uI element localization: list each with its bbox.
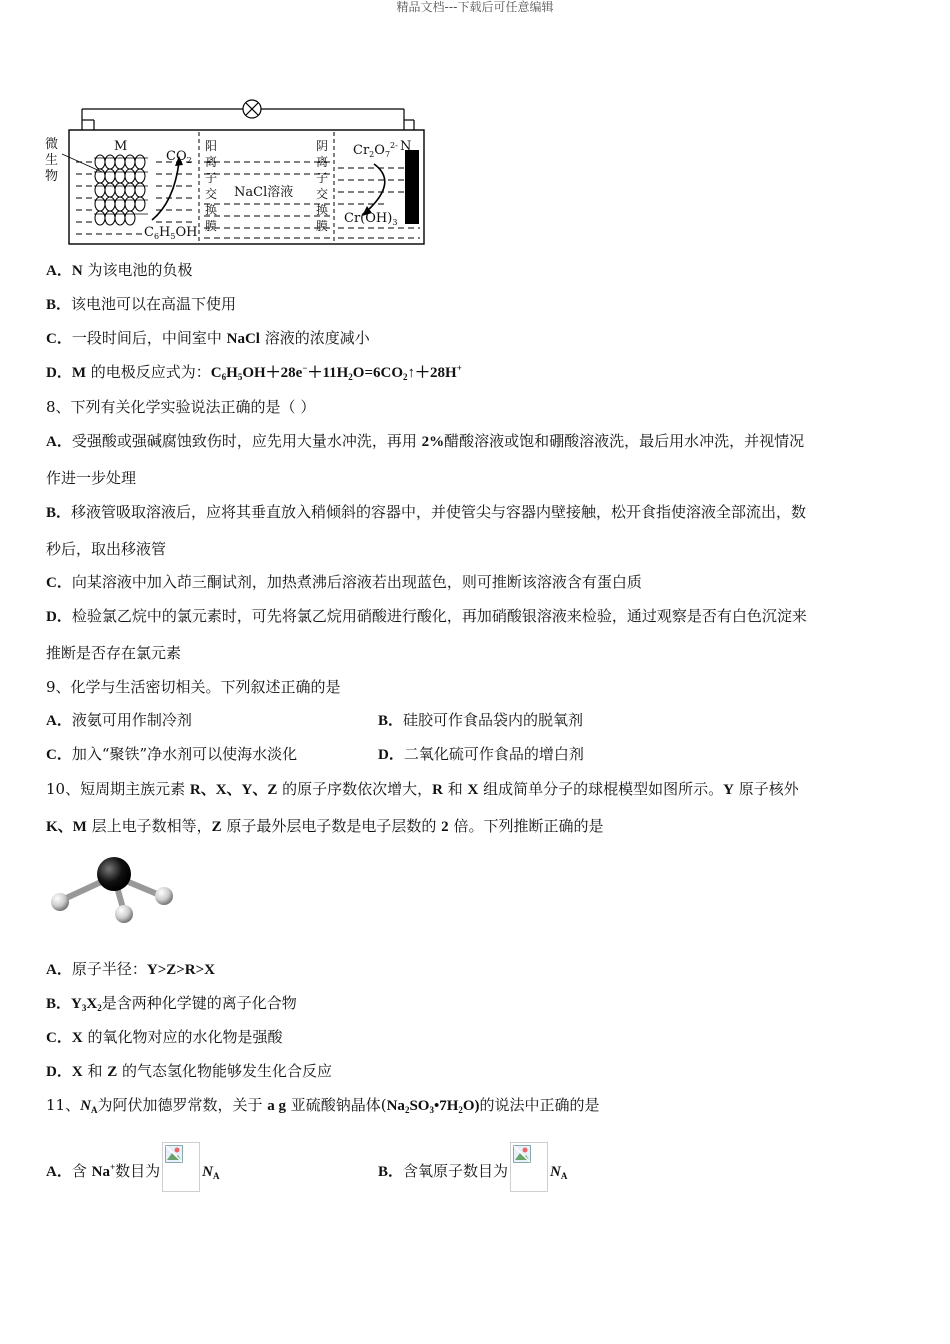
hydrogen-atom: [155, 887, 173, 905]
anion-membrane-char: 离: [316, 155, 329, 169]
cation-membrane-char: 换: [205, 203, 218, 217]
hydrogen-atom: [115, 905, 133, 923]
q11-option-a: A．含 Na+数目为 $N_A$: [46, 1162, 219, 1180]
co2-label: $CO_2$: [166, 149, 192, 165]
cation-membrane-char: 交: [205, 187, 218, 201]
q11-option-b: B．含氧原子数目为 $N_A$: [378, 1142, 567, 1194]
nacl-label: NaCl溶液: [234, 185, 294, 200]
ball-stick-model: [46, 850, 176, 930]
q10-option-c: C．X 的氧化物对应的水化物是强酸: [46, 1028, 283, 1046]
broken-image-icon: [510, 1142, 548, 1192]
anion-membrane-char: 换: [316, 203, 329, 217]
q9-option-a: A．液氨可用作制冷剂: [46, 711, 192, 729]
cation-membrane-char: 子: [205, 171, 218, 185]
cation-membrane-char: 膜: [205, 219, 218, 233]
anion-membrane-char: 阴: [316, 139, 329, 153]
n-label: N: [400, 139, 412, 154]
q10-option-d: D．X 和 Z 的气态氢化物能够发生化合反应: [46, 1062, 333, 1080]
croh3-label: $Cr(OH)_3$: [344, 211, 398, 227]
anion-membrane-char: 膜: [316, 219, 329, 233]
phenol-label: $C_6H_5OH$: [144, 225, 198, 241]
q7-option-d: D．M 的电极反应式为：$C_6H_5OH+28e^-+11H_2O=6CO_2↑+28H^+$: [46, 363, 462, 382]
q8-option-b: B．移液管吸取溶液后，应将其垂直放入稍倾斜的容器中，并使管尖与容器内壁接触，松开食指使溶液全部流出，数: [46, 503, 807, 521]
q10-option-b: B．$Y_3X_2$是含两种化学键的离子化合物: [46, 994, 297, 1013]
anion-membrane-char: 交: [316, 187, 329, 201]
q9-option-d: D．二氧化硫可作食品的增白剂: [378, 745, 584, 763]
q9-stem: 9、化学与生活密切相关。下列叙述正确的是: [46, 678, 341, 696]
microbe-label-2: 生: [45, 153, 59, 168]
electrode-n: [405, 150, 419, 224]
hydrogen-atom: [51, 893, 69, 911]
cation-membrane-char: 阳: [205, 139, 218, 153]
q8-option-b-cont: 秒后，取出移液管: [46, 540, 167, 558]
q10-stem-line2: K、M 层上电子数相等，Z 原子最外层电子数是电子层数的 2 倍。下列推断正确的是: [46, 817, 604, 835]
q7-option-c: C．一段时间后，中间室中 NaCl 溶液的浓度减小: [46, 329, 370, 347]
lamp-icon: [243, 100, 261, 118]
q9-row-1: [46, 710, 910, 731]
q11-stem: 11、$N_A$为阿伏加德罗常数，关于 a g 亚硫酸钠晶体$(Na_2SO_3•7H_2O)$的说法中正确的是: [46, 1096, 600, 1115]
q11-options-row: [46, 1142, 910, 1190]
m-label: M: [114, 139, 128, 154]
q8-option-d-cont: 推断是否存在氯元素: [46, 644, 182, 662]
central-atom: [97, 857, 131, 891]
q8-option-c: C．向某溶液中加入茚三酮试剂，加热煮沸后溶液若出现蓝色，则可推断该溶液含有蛋白质: [46, 573, 642, 591]
electrode-m: [92, 154, 154, 232]
q9-row-2: [46, 744, 910, 765]
q10-option-a: A．原子半径：Y>Z>R>X: [46, 960, 216, 978]
cell-diagram: [44, 92, 434, 252]
broken-image-icon: [162, 1142, 200, 1192]
q8-option-d: D．检验氯乙烷中的氯元素时，可先将氯乙烷用硝酸进行酸化，再加硝酸银溶液来检验，通过观察是否有白色沉淀来: [46, 607, 807, 625]
microbe-label-3: 物: [45, 169, 59, 184]
q9-option-b: B．硅胶可作食品袋内的脱氧剂: [378, 711, 584, 729]
anion-membrane-char: 子: [316, 171, 329, 185]
q10-stem-line1: 10、短周期主族元素 R、X、Y、Z 的原子序数依次增大，R 和 X 组成简单分子的球棍模型如图所示。Y 原子核外: [46, 780, 799, 798]
q9-option-c: C．加入“聚铁”净水剂可以使海水淡化: [46, 745, 298, 763]
q8-stem: 8、下列有关化学实验说法正确的是（ ）: [46, 398, 316, 416]
page-header: 精品文档---下载后可任意编辑: [396, 0, 554, 14]
cr2o7-label: $Cr_2O_7^{2-}$: [353, 141, 398, 159]
q8-option-a-cont: 作进一步处理: [46, 469, 137, 487]
q7-option-b: B．该电池可以在高温下使用: [46, 295, 237, 313]
microbe-label-1: 微: [45, 137, 59, 152]
cation-membrane-char: 离: [205, 155, 218, 169]
q8-option-a: A．受强酸或强碱腐蚀致伤时，应先用大量水冲洗，再用 2%醋酸溶液或饱和硼酸溶液洗，最后用水冲洗，并视情况: [46, 432, 805, 450]
q7-option-a: A．N 为该电池的负极: [46, 261, 193, 279]
